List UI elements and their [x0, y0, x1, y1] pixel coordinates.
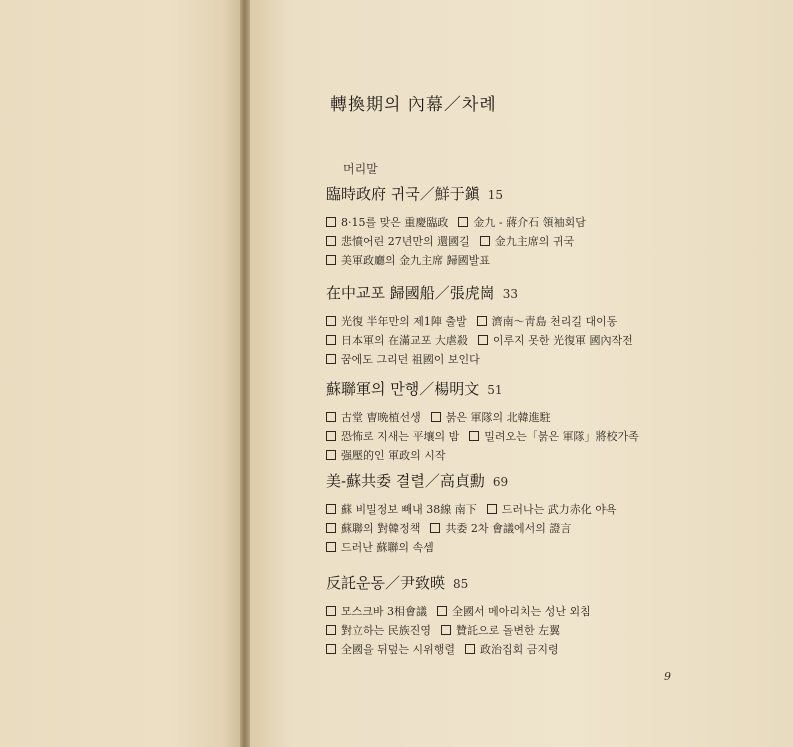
checkbox-square-icon: [326, 217, 336, 227]
toc-section: [326, 378, 649, 465]
page-number: 9: [664, 670, 671, 683]
toc-item: [430, 522, 571, 535]
item-line: [326, 331, 643, 350]
checkbox-square-icon: [326, 412, 336, 422]
item-line: [326, 213, 596, 232]
toc-item-text: 政治집회 금지령: [480, 643, 559, 656]
checkbox-square-icon: [326, 255, 336, 265]
section-title-text: 臨時政府 귀국／鮮于鎭: [326, 185, 480, 203]
item-line: [326, 350, 643, 369]
toc-item: [326, 503, 477, 516]
item-line: [326, 251, 596, 270]
checkbox-square-icon: [326, 523, 336, 533]
checkbox-square-icon: [478, 335, 488, 345]
toc-item: [326, 430, 459, 443]
toc-item: [326, 334, 468, 347]
checkbox-square-icon: [477, 316, 487, 326]
section-page-number: 15: [487, 188, 504, 202]
toc-item-text: 金九 - 蔣介石 領袖회담: [473, 216, 586, 229]
toc-item: [326, 605, 427, 618]
item-line: [326, 312, 643, 331]
toc-item-text: 드러나는 武力赤化 야욕: [501, 503, 617, 516]
toc-item: [326, 411, 421, 424]
item-line: [326, 446, 649, 465]
item-line: [326, 427, 649, 446]
toc-item-text: 贊託으로 돌변한 左翼: [456, 624, 561, 637]
toc-item-text: 强壓的인 軍政의 시작: [341, 449, 446, 462]
toc-section: [326, 572, 601, 659]
section-title: [326, 183, 596, 204]
page-title: 轉換期의 內幕／차례: [330, 95, 497, 115]
toc-section: [326, 470, 627, 557]
toc-item-text: 悲憤어린 27년만의 還國길: [341, 235, 470, 248]
toc-item-text: 이루지 못한 光復軍 國內작전: [492, 334, 633, 347]
preface-label: 머리말: [343, 162, 378, 176]
checkbox-square-icon: [326, 625, 336, 635]
toc-item: [465, 643, 559, 656]
section-page-number: 85: [452, 577, 469, 591]
section-page-number: 51: [487, 383, 503, 397]
section-page-number: 69: [492, 475, 509, 489]
checkbox-square-icon: [326, 316, 336, 326]
toc-item: [480, 235, 574, 248]
toc-item: [326, 254, 490, 267]
toc-item: [441, 624, 560, 637]
left-page: [0, 0, 242, 747]
section-page-number: 33: [502, 287, 519, 301]
checkbox-square-icon: [487, 504, 497, 514]
checkbox-square-icon: [437, 606, 447, 616]
section-items: [326, 312, 643, 369]
item-line: [326, 232, 596, 251]
toc-item-text: 美軍政廳의 金九主席 歸國발표: [341, 254, 490, 267]
section-title: [326, 572, 601, 593]
toc-item-text: 濟南～靑島 천리길 대이동: [491, 315, 618, 328]
toc-item-text: 共委 2차 會議에서의 證言: [445, 522, 572, 535]
checkbox-square-icon: [326, 542, 336, 552]
item-line: [326, 538, 627, 557]
toc-item-text: 드러난 蘇聯의 속셈: [341, 541, 434, 554]
checkbox-square-icon: [326, 431, 336, 441]
toc-item: [487, 503, 617, 516]
item-line: [326, 602, 601, 621]
toc-item-text: 8·15를 맞은 重慶臨政: [341, 216, 449, 229]
checkbox-square-icon: [326, 504, 336, 514]
toc-item-text: 對立하는 民族진영: [341, 624, 431, 637]
section-title: [326, 282, 643, 303]
toc-item: [469, 430, 639, 443]
toc-item: [326, 541, 434, 554]
toc-item: [326, 643, 455, 656]
toc-item-text: 붉은 軍隊의 北韓進駐: [445, 411, 551, 424]
item-line: [326, 500, 627, 519]
toc-item-text: 光復 半年만의 제1陣 출발: [341, 315, 467, 328]
toc-item-text: 蘇 비밀정보 빼내 38線 南下: [341, 503, 477, 516]
checkbox-square-icon: [326, 236, 336, 246]
section-title-text: 蘇聯軍의 만행／楊明文: [326, 380, 480, 398]
toc-item: [458, 216, 585, 229]
item-line: [326, 519, 627, 538]
checkbox-square-icon: [458, 217, 468, 227]
toc-item: [431, 411, 551, 424]
item-line: [326, 640, 601, 659]
toc-item-text: 모스크바 3相會議: [341, 605, 427, 618]
toc-item: [326, 216, 448, 229]
toc-item-text: 꿈에도 그리던 祖國이 보인다: [341, 353, 480, 366]
toc-item: [326, 522, 420, 535]
checkbox-square-icon: [326, 354, 336, 364]
toc-item: [326, 624, 431, 637]
checkbox-square-icon: [480, 236, 490, 246]
checkbox-square-icon: [326, 606, 336, 616]
toc-item-text: 밀려오는「붉은 軍隊」將校가족: [484, 430, 639, 443]
section-items: [326, 602, 601, 659]
checkbox-square-icon: [326, 644, 336, 654]
toc-item: [477, 315, 618, 328]
toc-section: [326, 282, 643, 369]
section-items: [326, 213, 596, 270]
checkbox-square-icon: [469, 431, 479, 441]
book-gutter: [240, 0, 250, 747]
toc-item: [326, 353, 480, 366]
toc-item-text: 金九主席의 귀국: [494, 235, 575, 248]
section-items: [326, 408, 649, 465]
toc-item-text: 古堂 曺晩植선생: [341, 411, 421, 424]
checkbox-square-icon: [326, 335, 336, 345]
checkbox-square-icon: [431, 412, 441, 422]
toc-item: [326, 315, 467, 328]
toc-item: [478, 334, 633, 347]
section-items: [326, 500, 627, 557]
checkbox-square-icon: [441, 625, 451, 635]
section-title: [326, 378, 649, 399]
toc-item-text: 全國을 뒤덮는 시위행렬: [341, 643, 456, 656]
toc-item: [326, 235, 470, 248]
toc-item-text: 恐怖로 지새는 平壤의 밤: [341, 430, 460, 443]
section-title-text: 反託운동／尹致暎: [326, 574, 445, 592]
checkbox-square-icon: [465, 644, 475, 654]
checkbox-square-icon: [430, 523, 440, 533]
checkbox-square-icon: [326, 450, 336, 460]
item-line: [326, 408, 649, 427]
section-title: [326, 470, 627, 491]
toc-item-text: 全國서 메아리치는 성난 외침: [452, 605, 591, 618]
toc-section: [326, 183, 596, 270]
toc-item: [437, 605, 591, 618]
section-title-text: 美-蘇共委 결렬／高貞勳: [326, 472, 485, 490]
toc-item-text: 蘇聯의 對韓정책: [341, 522, 421, 535]
item-line: [326, 621, 601, 640]
section-title-text: 在中교포 歸國船／張虎崗: [326, 284, 495, 302]
toc-item-text: 日本軍의 在滿교포 大虐殺: [341, 334, 468, 347]
toc-item: [326, 449, 446, 462]
